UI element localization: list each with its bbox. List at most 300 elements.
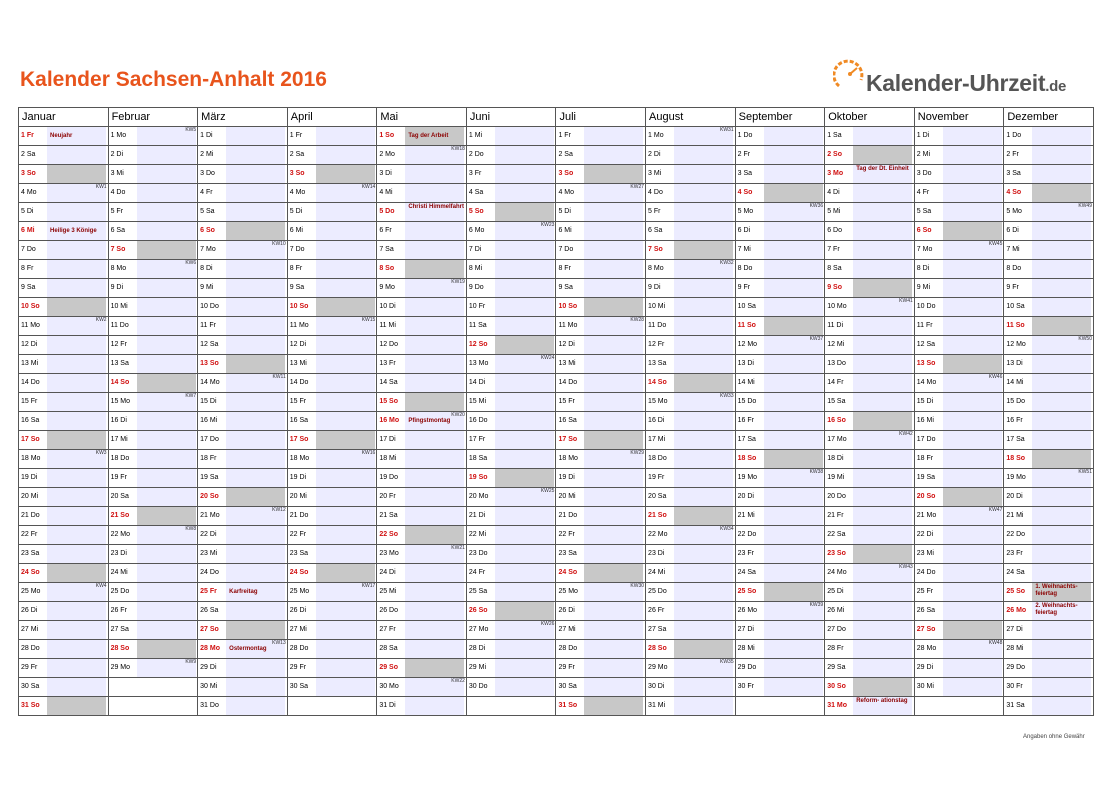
calendar-day[interactable] xyxy=(915,431,1004,449)
calendar-day[interactable] xyxy=(198,697,287,715)
calendar-day[interactable] xyxy=(377,203,466,221)
calendar-day[interactable] xyxy=(1004,469,1093,487)
calendar-day[interactable] xyxy=(377,507,466,525)
calendar-day[interactable] xyxy=(646,564,735,582)
calendar-day[interactable] xyxy=(915,317,1004,335)
calendar-day[interactable] xyxy=(825,393,914,411)
calendar-day[interactable] xyxy=(736,222,825,240)
calendar-day[interactable] xyxy=(915,469,1004,487)
calendar-day[interactable] xyxy=(915,184,1004,202)
calendar-day[interactable] xyxy=(198,127,287,145)
calendar-day[interactable] xyxy=(1004,165,1093,183)
calendar-day[interactable] xyxy=(556,203,645,221)
calendar-day[interactable] xyxy=(556,127,645,145)
calendar-day[interactable] xyxy=(825,431,914,449)
calendar-day[interactable] xyxy=(467,659,556,677)
calendar-day[interactable] xyxy=(1004,184,1093,202)
calendar-day[interactable] xyxy=(736,393,825,411)
calendar-day[interactable] xyxy=(467,678,556,696)
calendar-day[interactable] xyxy=(646,621,735,639)
calendar-day[interactable] xyxy=(646,488,735,506)
calendar-day[interactable] xyxy=(556,507,645,525)
calendar-day[interactable] xyxy=(646,203,735,221)
calendar-day[interactable] xyxy=(377,659,466,677)
calendar-day[interactable] xyxy=(467,127,556,145)
calendar-day[interactable] xyxy=(377,526,466,544)
calendar-day[interactable] xyxy=(198,545,287,563)
calendar-day[interactable] xyxy=(109,507,198,525)
calendar-day[interactable] xyxy=(19,640,108,658)
calendar-day[interactable] xyxy=(109,412,198,430)
calendar-day[interactable] xyxy=(825,507,914,525)
calendar-day[interactable] xyxy=(109,545,198,563)
calendar-day[interactable] xyxy=(19,203,108,221)
calendar-day[interactable] xyxy=(198,165,287,183)
calendar-day[interactable] xyxy=(19,146,108,164)
calendar-day[interactable] xyxy=(198,393,287,411)
calendar-day[interactable] xyxy=(19,583,108,601)
calendar-day[interactable] xyxy=(19,697,108,715)
calendar-day[interactable] xyxy=(288,260,377,278)
calendar-day[interactable] xyxy=(198,526,287,544)
calendar-day[interactable] xyxy=(736,583,825,601)
calendar-day[interactable] xyxy=(646,374,735,392)
calendar-day[interactable] xyxy=(377,355,466,373)
calendar-day[interactable] xyxy=(556,640,645,658)
calendar-day[interactable] xyxy=(736,659,825,677)
calendar-day[interactable] xyxy=(915,678,1004,696)
calendar-day[interactable] xyxy=(646,184,735,202)
calendar-day[interactable] xyxy=(198,146,287,164)
calendar-day[interactable] xyxy=(646,222,735,240)
calendar-day[interactable] xyxy=(467,374,556,392)
calendar-day[interactable] xyxy=(1004,374,1093,392)
calendar-day[interactable] xyxy=(556,545,645,563)
calendar-day[interactable] xyxy=(377,697,466,715)
calendar-day[interactable] xyxy=(556,469,645,487)
calendar-day[interactable] xyxy=(556,165,645,183)
calendar-day[interactable] xyxy=(377,450,466,468)
calendar-day[interactable] xyxy=(19,222,108,240)
calendar-day[interactable] xyxy=(736,488,825,506)
calendar-day[interactable] xyxy=(646,602,735,620)
calendar-day[interactable] xyxy=(556,184,645,202)
calendar-day[interactable] xyxy=(1004,127,1093,145)
calendar-day[interactable] xyxy=(736,526,825,544)
calendar-day[interactable] xyxy=(646,260,735,278)
calendar-day[interactable] xyxy=(288,602,377,620)
calendar-day[interactable] xyxy=(1004,203,1093,221)
calendar-day[interactable] xyxy=(288,146,377,164)
calendar-day[interactable] xyxy=(915,374,1004,392)
calendar-day[interactable] xyxy=(556,697,645,715)
calendar-day[interactable] xyxy=(556,222,645,240)
calendar-day[interactable] xyxy=(825,526,914,544)
calendar-day[interactable] xyxy=(288,393,377,411)
calendar-day[interactable] xyxy=(288,583,377,601)
calendar-day[interactable] xyxy=(288,412,377,430)
calendar-day[interactable] xyxy=(109,298,198,316)
calendar-day[interactable] xyxy=(736,146,825,164)
calendar-day[interactable] xyxy=(915,127,1004,145)
calendar-day[interactable] xyxy=(646,450,735,468)
calendar-day[interactable] xyxy=(736,203,825,221)
calendar-day[interactable] xyxy=(377,469,466,487)
calendar-day[interactable] xyxy=(288,431,377,449)
calendar-day[interactable] xyxy=(825,279,914,297)
calendar-day[interactable] xyxy=(377,336,466,354)
calendar-day[interactable] xyxy=(198,564,287,582)
calendar-day[interactable] xyxy=(825,317,914,335)
calendar-day[interactable] xyxy=(1004,241,1093,259)
calendar-day[interactable] xyxy=(467,545,556,563)
calendar-day[interactable] xyxy=(825,640,914,658)
calendar-day[interactable] xyxy=(19,564,108,582)
calendar-day[interactable] xyxy=(915,583,1004,601)
calendar-day[interactable] xyxy=(646,583,735,601)
calendar-day[interactable] xyxy=(109,260,198,278)
calendar-day[interactable] xyxy=(915,393,1004,411)
calendar-day[interactable] xyxy=(198,450,287,468)
calendar-day[interactable] xyxy=(377,545,466,563)
calendar-day[interactable] xyxy=(377,488,466,506)
calendar-day[interactable] xyxy=(915,621,1004,639)
calendar-day[interactable] xyxy=(1004,298,1093,316)
calendar-day[interactable] xyxy=(915,203,1004,221)
calendar-day[interactable] xyxy=(198,184,287,202)
calendar-day[interactable] xyxy=(288,545,377,563)
calendar-day[interactable] xyxy=(556,279,645,297)
calendar-day[interactable] xyxy=(377,640,466,658)
calendar-day[interactable] xyxy=(19,507,108,525)
calendar-day[interactable] xyxy=(288,659,377,677)
calendar-day[interactable] xyxy=(467,393,556,411)
calendar-day[interactable] xyxy=(109,659,198,677)
calendar-day[interactable] xyxy=(825,659,914,677)
calendar-day[interactable] xyxy=(198,279,287,297)
calendar-day[interactable] xyxy=(198,583,287,601)
calendar-day[interactable] xyxy=(109,165,198,183)
calendar-day[interactable] xyxy=(1004,336,1093,354)
calendar-day[interactable] xyxy=(467,317,556,335)
calendar-day[interactable] xyxy=(556,488,645,506)
calendar-day[interactable] xyxy=(377,165,466,183)
calendar-day[interactable] xyxy=(109,621,198,639)
calendar-day[interactable] xyxy=(556,374,645,392)
calendar-day[interactable] xyxy=(646,697,735,715)
calendar-day[interactable] xyxy=(288,640,377,658)
calendar-day[interactable] xyxy=(1004,659,1093,677)
calendar-day[interactable] xyxy=(467,621,556,639)
calendar-day[interactable] xyxy=(377,298,466,316)
calendar-day[interactable] xyxy=(736,602,825,620)
calendar-day[interactable] xyxy=(556,355,645,373)
calendar-day[interactable] xyxy=(467,507,556,525)
calendar-day[interactable] xyxy=(198,640,287,658)
calendar-day[interactable] xyxy=(288,374,377,392)
calendar-day[interactable] xyxy=(109,355,198,373)
calendar-day[interactable] xyxy=(467,336,556,354)
calendar-day[interactable] xyxy=(736,374,825,392)
calendar-day[interactable] xyxy=(109,241,198,259)
calendar-day[interactable] xyxy=(1004,526,1093,544)
calendar-day[interactable] xyxy=(467,583,556,601)
calendar-day[interactable] xyxy=(19,678,108,696)
calendar-day[interactable] xyxy=(467,564,556,582)
calendar-day[interactable] xyxy=(109,640,198,658)
calendar-day[interactable] xyxy=(736,260,825,278)
calendar-day[interactable] xyxy=(288,507,377,525)
calendar-day[interactable] xyxy=(1004,355,1093,373)
calendar-day[interactable] xyxy=(467,602,556,620)
calendar-day[interactable] xyxy=(556,146,645,164)
calendar-day[interactable] xyxy=(915,488,1004,506)
calendar-day[interactable] xyxy=(915,412,1004,430)
calendar-day[interactable] xyxy=(198,203,287,221)
calendar-day[interactable] xyxy=(825,602,914,620)
calendar-day[interactable] xyxy=(736,545,825,563)
calendar-day[interactable] xyxy=(736,336,825,354)
calendar-day[interactable] xyxy=(377,317,466,335)
calendar-day[interactable] xyxy=(467,640,556,658)
calendar-day[interactable] xyxy=(467,222,556,240)
calendar-day[interactable] xyxy=(825,336,914,354)
calendar-day[interactable] xyxy=(646,412,735,430)
calendar-day[interactable] xyxy=(646,678,735,696)
calendar-day[interactable] xyxy=(19,412,108,430)
calendar-day[interactable] xyxy=(825,127,914,145)
calendar-day[interactable] xyxy=(646,298,735,316)
calendar-day[interactable] xyxy=(198,260,287,278)
calendar-day[interactable] xyxy=(19,374,108,392)
calendar-day[interactable] xyxy=(915,602,1004,620)
calendar-day[interactable] xyxy=(467,526,556,544)
calendar-day[interactable] xyxy=(1004,602,1093,620)
calendar-day[interactable] xyxy=(556,583,645,601)
calendar-day[interactable] xyxy=(736,317,825,335)
calendar-day[interactable] xyxy=(109,146,198,164)
calendar-day[interactable] xyxy=(646,659,735,677)
calendar-day[interactable] xyxy=(288,564,377,582)
calendar-day[interactable] xyxy=(377,393,466,411)
calendar-day[interactable] xyxy=(915,279,1004,297)
calendar-day[interactable] xyxy=(288,450,377,468)
calendar-day[interactable] xyxy=(109,317,198,335)
calendar-day[interactable] xyxy=(915,336,1004,354)
calendar-day[interactable] xyxy=(1004,260,1093,278)
calendar-day[interactable] xyxy=(646,146,735,164)
calendar-day[interactable] xyxy=(198,469,287,487)
calendar-day[interactable] xyxy=(109,469,198,487)
calendar-day[interactable] xyxy=(825,184,914,202)
calendar-day[interactable] xyxy=(467,298,556,316)
calendar-day[interactable] xyxy=(736,165,825,183)
calendar-day[interactable] xyxy=(288,165,377,183)
calendar-day[interactable] xyxy=(288,222,377,240)
calendar-day[interactable] xyxy=(377,241,466,259)
calendar-day[interactable] xyxy=(19,279,108,297)
calendar-day[interactable] xyxy=(198,431,287,449)
calendar-day[interactable] xyxy=(736,469,825,487)
calendar-day[interactable] xyxy=(198,336,287,354)
calendar-day[interactable] xyxy=(198,412,287,430)
calendar-day[interactable] xyxy=(646,317,735,335)
calendar-day[interactable] xyxy=(736,127,825,145)
calendar-day[interactable] xyxy=(467,450,556,468)
calendar-day[interactable] xyxy=(825,678,914,696)
calendar-day[interactable] xyxy=(1004,697,1093,715)
calendar-day[interactable] xyxy=(556,450,645,468)
calendar-day[interactable] xyxy=(198,659,287,677)
calendar-day[interactable] xyxy=(467,469,556,487)
calendar-day[interactable] xyxy=(556,336,645,354)
calendar-day[interactable] xyxy=(377,564,466,582)
calendar-day[interactable] xyxy=(825,412,914,430)
calendar-day[interactable] xyxy=(288,298,377,316)
calendar-day[interactable] xyxy=(288,469,377,487)
calendar-day[interactable] xyxy=(915,241,1004,259)
calendar-day[interactable] xyxy=(109,184,198,202)
calendar-day[interactable] xyxy=(646,526,735,544)
calendar-day[interactable] xyxy=(736,412,825,430)
calendar-day[interactable] xyxy=(736,241,825,259)
calendar-day[interactable] xyxy=(646,241,735,259)
calendar-day[interactable] xyxy=(19,659,108,677)
calendar-day[interactable] xyxy=(556,602,645,620)
calendar-day[interactable] xyxy=(915,298,1004,316)
calendar-day[interactable] xyxy=(646,355,735,373)
calendar-day[interactable] xyxy=(915,355,1004,373)
calendar-day[interactable] xyxy=(915,659,1004,677)
calendar-day[interactable] xyxy=(377,127,466,145)
calendar-day[interactable] xyxy=(646,469,735,487)
calendar-day[interactable] xyxy=(377,583,466,601)
calendar-day[interactable] xyxy=(915,222,1004,240)
calendar-day[interactable] xyxy=(19,165,108,183)
calendar-day[interactable] xyxy=(198,241,287,259)
calendar-day[interactable] xyxy=(825,355,914,373)
calendar-day[interactable] xyxy=(109,583,198,601)
calendar-day[interactable] xyxy=(19,260,108,278)
calendar-day[interactable] xyxy=(1004,450,1093,468)
calendar-day[interactable] xyxy=(1004,621,1093,639)
calendar-day[interactable] xyxy=(109,431,198,449)
calendar-day[interactable] xyxy=(109,488,198,506)
calendar-day[interactable] xyxy=(377,184,466,202)
calendar-day[interactable] xyxy=(825,374,914,392)
calendar-day[interactable] xyxy=(736,678,825,696)
calendar-day[interactable] xyxy=(467,203,556,221)
calendar-day[interactable] xyxy=(377,678,466,696)
calendar-day[interactable] xyxy=(198,222,287,240)
calendar-day[interactable] xyxy=(109,602,198,620)
calendar-day[interactable] xyxy=(736,279,825,297)
calendar-day[interactable] xyxy=(1004,640,1093,658)
calendar-day[interactable] xyxy=(19,488,108,506)
calendar-day[interactable] xyxy=(736,564,825,582)
calendar-day[interactable] xyxy=(825,241,914,259)
calendar-day[interactable] xyxy=(288,526,377,544)
calendar-day[interactable] xyxy=(825,298,914,316)
calendar-day[interactable] xyxy=(377,602,466,620)
calendar-day[interactable] xyxy=(556,526,645,544)
calendar-day[interactable] xyxy=(377,222,466,240)
calendar-day[interactable] xyxy=(19,621,108,639)
calendar-day[interactable] xyxy=(467,412,556,430)
calendar-day[interactable] xyxy=(19,317,108,335)
calendar-day[interactable] xyxy=(1004,431,1093,449)
calendar-day[interactable] xyxy=(288,241,377,259)
calendar-day[interactable] xyxy=(1004,146,1093,164)
calendar-day[interactable] xyxy=(109,222,198,240)
calendar-day[interactable] xyxy=(646,336,735,354)
calendar-day[interactable] xyxy=(825,222,914,240)
calendar-day[interactable] xyxy=(288,279,377,297)
calendar-day[interactable] xyxy=(646,545,735,563)
calendar-day[interactable] xyxy=(19,336,108,354)
calendar-day[interactable] xyxy=(1004,222,1093,240)
calendar-day[interactable] xyxy=(915,146,1004,164)
calendar-day[interactable] xyxy=(1004,317,1093,335)
calendar-day[interactable] xyxy=(825,260,914,278)
calendar-day[interactable] xyxy=(288,317,377,335)
calendar-day[interactable] xyxy=(915,165,1004,183)
calendar-day[interactable] xyxy=(19,450,108,468)
calendar-day[interactable] xyxy=(736,450,825,468)
calendar-day[interactable] xyxy=(736,431,825,449)
brand-logo[interactable] xyxy=(833,50,1083,100)
calendar-day[interactable] xyxy=(825,450,914,468)
calendar-day[interactable] xyxy=(109,374,198,392)
calendar-day[interactable] xyxy=(736,507,825,525)
calendar-day[interactable] xyxy=(556,298,645,316)
calendar-day[interactable] xyxy=(646,431,735,449)
calendar-day[interactable] xyxy=(825,146,914,164)
calendar-day[interactable] xyxy=(915,450,1004,468)
calendar-day[interactable] xyxy=(19,355,108,373)
calendar-day[interactable] xyxy=(825,203,914,221)
calendar-day[interactable] xyxy=(915,260,1004,278)
calendar-day[interactable] xyxy=(198,298,287,316)
calendar-day[interactable] xyxy=(1004,678,1093,696)
calendar-day[interactable] xyxy=(377,146,466,164)
calendar-day[interactable] xyxy=(198,507,287,525)
calendar-day[interactable] xyxy=(646,507,735,525)
calendar-day[interactable] xyxy=(467,146,556,164)
calendar-day[interactable] xyxy=(1004,279,1093,297)
calendar-day[interactable] xyxy=(377,374,466,392)
calendar-day[interactable] xyxy=(19,431,108,449)
calendar-day[interactable] xyxy=(1004,507,1093,525)
calendar-day[interactable] xyxy=(288,678,377,696)
calendar-day[interactable] xyxy=(556,412,645,430)
calendar-day[interactable] xyxy=(377,279,466,297)
calendar-day[interactable] xyxy=(556,621,645,639)
calendar-day[interactable] xyxy=(467,431,556,449)
calendar-day[interactable] xyxy=(19,469,108,487)
calendar-day[interactable] xyxy=(19,602,108,620)
calendar-day[interactable] xyxy=(467,355,556,373)
calendar-day[interactable] xyxy=(915,507,1004,525)
calendar-day[interactable] xyxy=(198,488,287,506)
calendar-day[interactable] xyxy=(1004,583,1093,601)
calendar-day[interactable] xyxy=(109,203,198,221)
calendar-day[interactable] xyxy=(19,526,108,544)
calendar-day[interactable] xyxy=(288,621,377,639)
calendar-day[interactable] xyxy=(825,697,914,715)
calendar-day[interactable] xyxy=(915,545,1004,563)
calendar-day[interactable] xyxy=(377,260,466,278)
